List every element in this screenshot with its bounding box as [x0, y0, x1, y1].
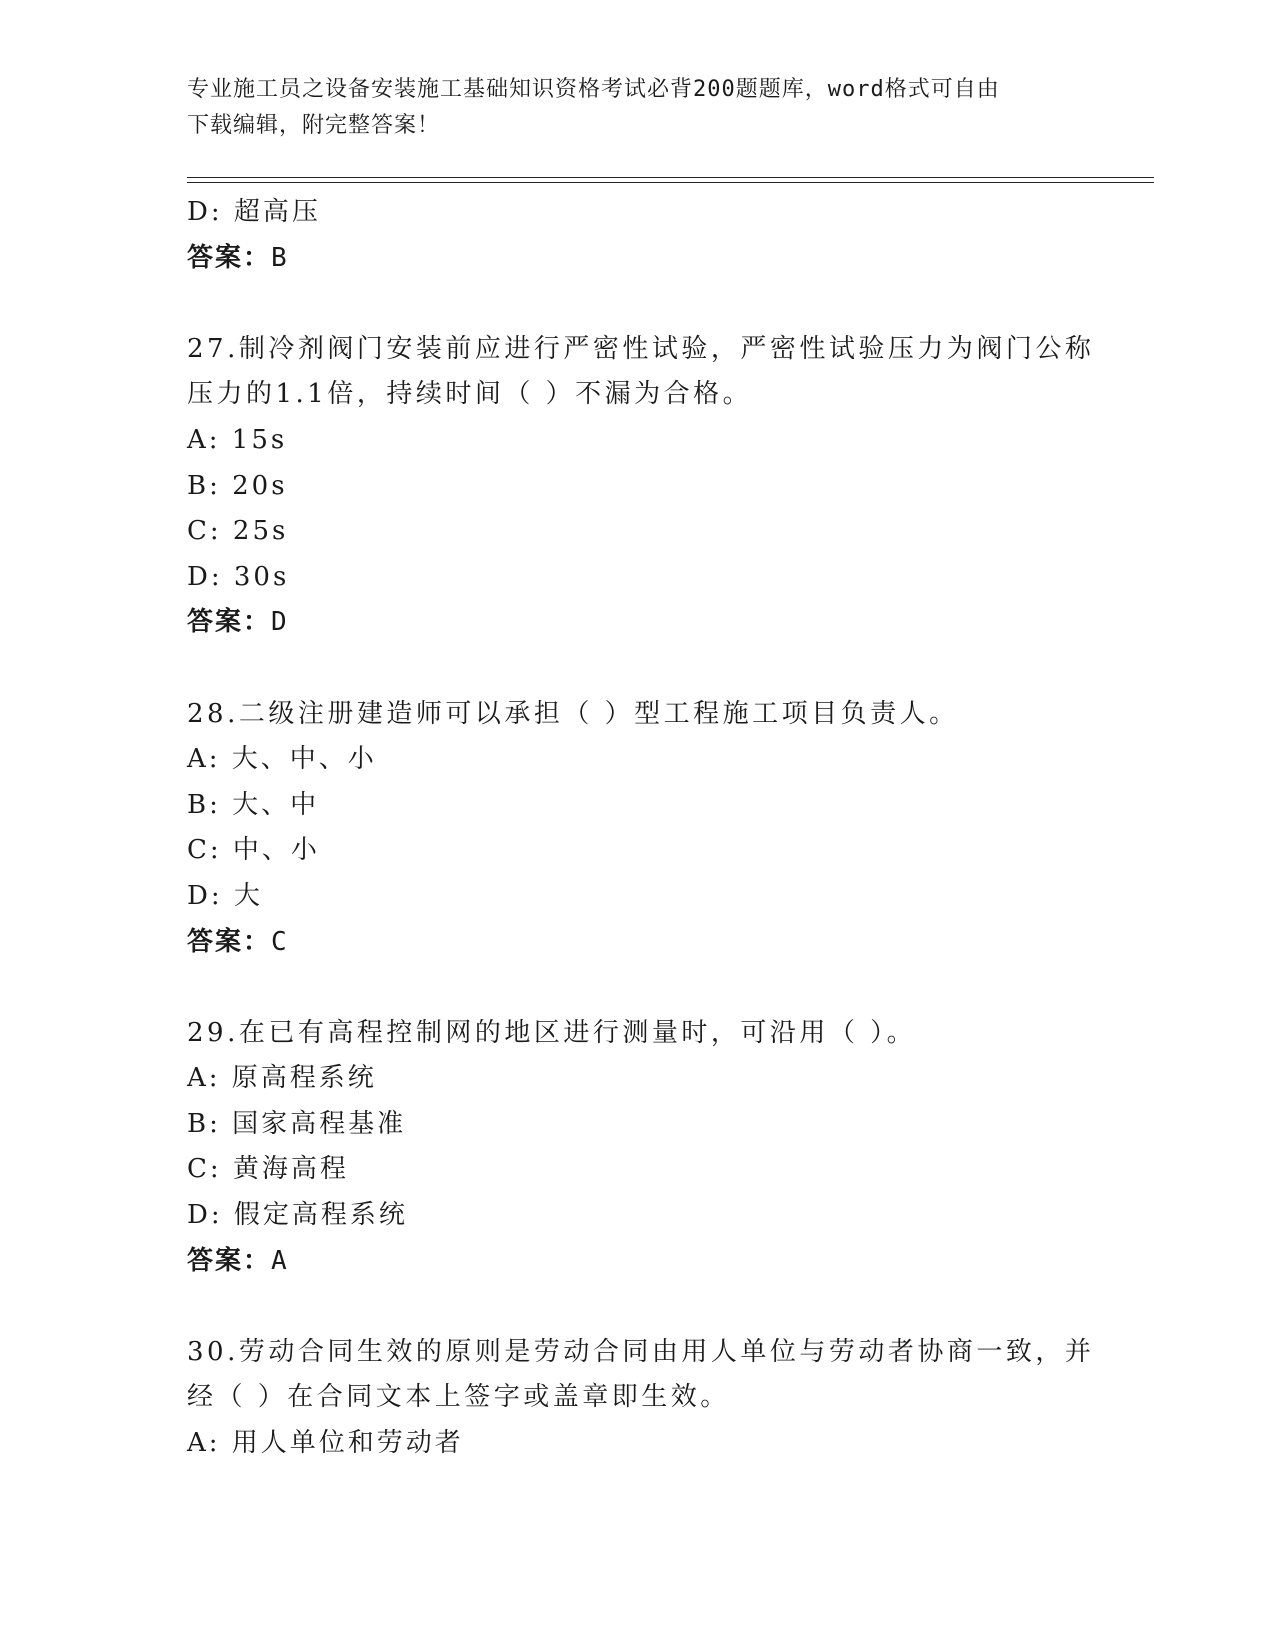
option-b: B: 国家高程基准: [187, 1108, 407, 1139]
document-header: [187, 72, 1087, 144]
answer: [187, 920, 1087, 966]
spacer: [187, 965, 1087, 1011]
question-stem: 28.二级注册建造师可以承担（ ）型工程施工项目负责人。: [187, 698, 959, 729]
header-line-1: 专业施工员之设备安装施工基础知识资格考试必背200题题库，word格式可自由: [187, 77, 1000, 102]
option-c: C: 黄海高程: [187, 1154, 349, 1185]
header-rule-bottom: [187, 182, 1154, 183]
spacer: [187, 1284, 1087, 1330]
answer: [187, 236, 1087, 282]
option-d: D: 30s: [187, 561, 290, 592]
answer-value: C: [271, 926, 289, 957]
answer-label: 答案：: [187, 1245, 272, 1276]
answer-label: 答案：: [187, 926, 272, 957]
option-d: D: 大: [187, 880, 263, 911]
answer-value: B: [271, 242, 289, 273]
previous-question-tail: [187, 190, 1087, 281]
question-27: [187, 327, 1095, 646]
answer-value: A: [271, 1245, 289, 1276]
option-d: D: 假定高程系统: [187, 1200, 408, 1231]
option-c: C: 中、小: [187, 835, 320, 866]
spacer: [187, 646, 1087, 692]
header-line-2: 下载编辑，附完整答案！: [187, 113, 441, 138]
question-28: [187, 692, 1087, 966]
answer-label: 答案：: [187, 242, 272, 273]
question-stem: 压力的1.1倍，持续时间（ ）不漏为合格。: [187, 379, 753, 410]
answer-value: D: [271, 607, 289, 638]
question-30: [187, 1330, 1095, 1467]
option-a: A: 15s: [187, 424, 288, 455]
option-a: A: 原高程系统: [187, 1063, 377, 1094]
question-stem: 30.劳动合同生效的原则是劳动合同由用人单位与劳动者协商一致，并: [187, 1336, 1095, 1367]
option-a: A: 大、中、小: [187, 744, 377, 775]
answer: [187, 1239, 1087, 1285]
option-c: C: 25s: [187, 516, 289, 547]
option-d: D: 超高压: [187, 197, 321, 227]
option-b: B: 大、中: [187, 789, 320, 820]
question-stem: 27.制冷剂阀门安装前应进行严密性试验，严密性试验压力为阀门公称: [187, 333, 1095, 364]
spacer: [187, 281, 1087, 327]
header-rule-top: [187, 177, 1154, 178]
option-a: A: 用人单位和劳动者: [187, 1428, 464, 1459]
question-stem: 29.在已有高程控制网的地区进行测量时，可沿用（ ）。: [187, 1017, 917, 1048]
answer-label: 答案：: [187, 607, 272, 638]
option-b: B: 20s: [187, 470, 288, 501]
question-29: [187, 1011, 1087, 1285]
question-list: [187, 190, 1095, 1467]
answer: [187, 600, 1087, 646]
question-stem: 经（ ）在合同文本上签字或盖章即生效。: [187, 1382, 730, 1413]
